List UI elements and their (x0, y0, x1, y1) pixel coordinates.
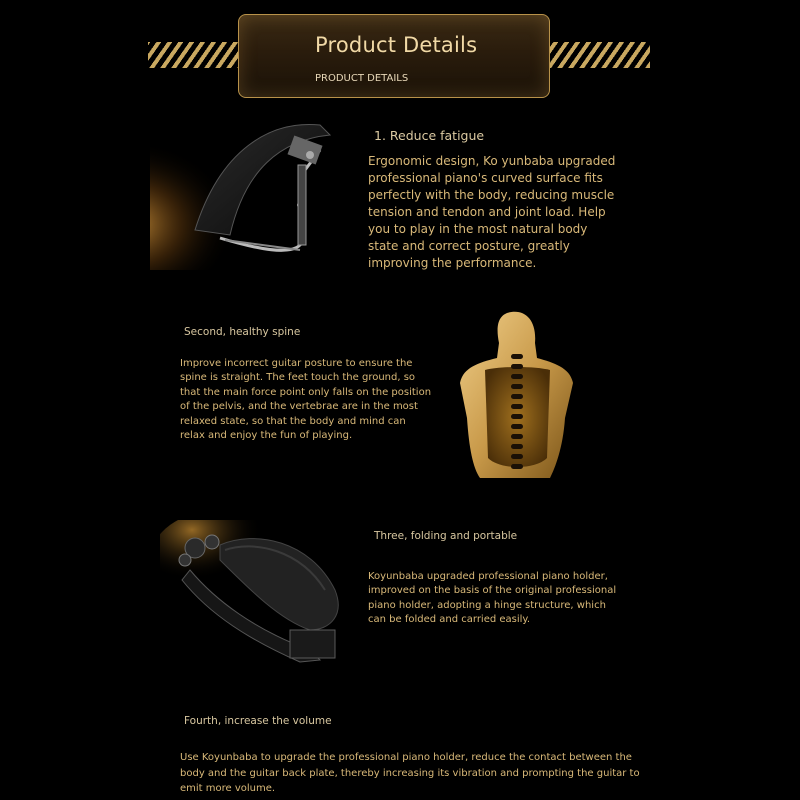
right-stripe-decoration (548, 42, 650, 68)
header-banner (238, 14, 550, 98)
page-title: Product Details (315, 33, 478, 57)
guitar-support-curved-image (150, 110, 360, 270)
section-2-heading: Second, healthy spine (184, 326, 301, 338)
left-stripe-decoration (148, 42, 242, 68)
folded-guitar-support-image (160, 520, 360, 670)
section-3-heading: Three, folding and portable (374, 530, 518, 542)
section-3-body: Koyunbaba upgraded professional piano holder, improved on the basis of the original professional piano holder, adopting a hinge structure, which can be folded and carried easily. (368, 571, 617, 626)
section-1-body: Ergonomic design, Ko yunbaba upgraded professional piano's curved surface fits perfectly with the body, reducing muscle tension and tendon and joint load. Help you to play in the most natural body state and correct posture, greatly improving the performance. (368, 154, 616, 270)
section-1-heading: 1. Reduce fatigue (374, 128, 485, 143)
page-subtitle: PRODUCT DETAILS (315, 73, 409, 84)
section-2-body: Improve incorrect guitar posture to ensure the spine is straight. The feet touch the ground, so that the main force point only falls on the position of the pelvis, and the vertebrae are in the most relaxed state, so that the body and mind can relax and enjoy the fun of playing. (180, 358, 432, 442)
spine-torso-image (455, 308, 580, 483)
section-4-body: Use Koyunbaba to upgrade the professional piano holder, reduce the contact between the body and the guitar back plate, thereby increasing its vibration and prompting the guitar to emit more volume. (180, 752, 640, 795)
section-4-heading: Fourth, increase the volume (184, 715, 332, 727)
